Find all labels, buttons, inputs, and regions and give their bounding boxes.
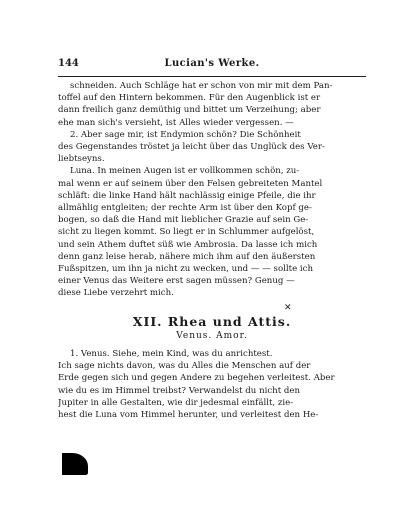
section-subtitle: Venus. Amor. (176, 330, 248, 341)
book-page (58, 58, 366, 421)
paragraph (58, 129, 366, 166)
text-line: ehe man sich's versieht, ist Alles wieder vergessen. — (58, 117, 294, 128)
text-line: Erde gegen sich und gegen Andere zu begehen verleitest. Aber (58, 373, 335, 384)
text-line: schläft: die linke Hand hält nachlässig einige Pfeile, die ihr (58, 190, 316, 201)
text-line: bogen, so daß die Hand mit lieblicher Grazie auf sein Ge- (58, 215, 309, 226)
text-line: und sein Athem duftet süß wie Ambrosia. Da lasse ich mich (58, 239, 318, 250)
text-line: diese Liebe verzehrt mich. (58, 288, 174, 299)
page-number: 144 (58, 58, 79, 69)
text-line: Luna. In meinen Augen ist er vollkommen schön, zu- (70, 166, 300, 177)
text-line: des Gegenstandes tröstet ja leicht über das Unglück des Ver- (58, 142, 325, 153)
page-header (58, 58, 366, 74)
ink-blot (62, 453, 88, 475)
marginal-mark: ✕ (284, 303, 292, 313)
text-line: Fußspitzen, um ihn ja nicht zu wecken, und — — sollte ich (58, 264, 314, 275)
text-line: dann freilich ganz demüthig und bittet um Verzeihung; aber (58, 105, 321, 116)
header-rule (58, 76, 366, 77)
section-title: XII. Rhea und Attis. (132, 313, 292, 329)
text-line: allmählig entgleiten; der rechte Arm ist über den Kopf ge- (58, 203, 312, 214)
text-line: Jupiter in alle Gestalten, wie dir jedesmal einfällt, zie- (58, 397, 294, 408)
text-line: hest die Luna vom Himmel herunter, und verleitest den He- (58, 410, 319, 421)
text-line: liebtseyns. (58, 154, 105, 165)
text-line: schneiden. Auch Schläge hat er schon von mir mit dem Pan- (70, 81, 333, 91)
text-line: mal wenn er auf seinem über den Felsen gebreiteten Mantel (58, 178, 323, 189)
body-text-bottom (58, 348, 366, 421)
running-title: Lucian's Werke. (164, 58, 260, 69)
body-text-top (58, 80, 366, 300)
paragraph (58, 80, 366, 129)
text-line: 2. Aber sage mir, ist Endymion schön? Die Schönheit (70, 129, 301, 140)
text-line: denn ganz leise herab, nähere mich ihm auf den äußersten (58, 251, 316, 262)
text-line: Ich sage nichts davon, was du Alles die Menschen auf der (58, 361, 311, 372)
paragraph (58, 348, 366, 421)
paragraph (58, 165, 366, 299)
text-line: 1. Venus. Siehe, mein Kind, was du anrichtest. (70, 349, 273, 360)
text-line: toffel auf den Hintern bekommen. Für den Augenblick ist er (58, 93, 321, 104)
text-line: wie du es im Himmel treibst? Verwandelst du nicht den (58, 385, 301, 396)
text-line: einer Venus das Weitere erst sagen müssen? Genug — (58, 276, 295, 287)
text-line: sicht zu liegen kommt. So liegt er in Schlummer aufgelöst, (58, 227, 315, 238)
